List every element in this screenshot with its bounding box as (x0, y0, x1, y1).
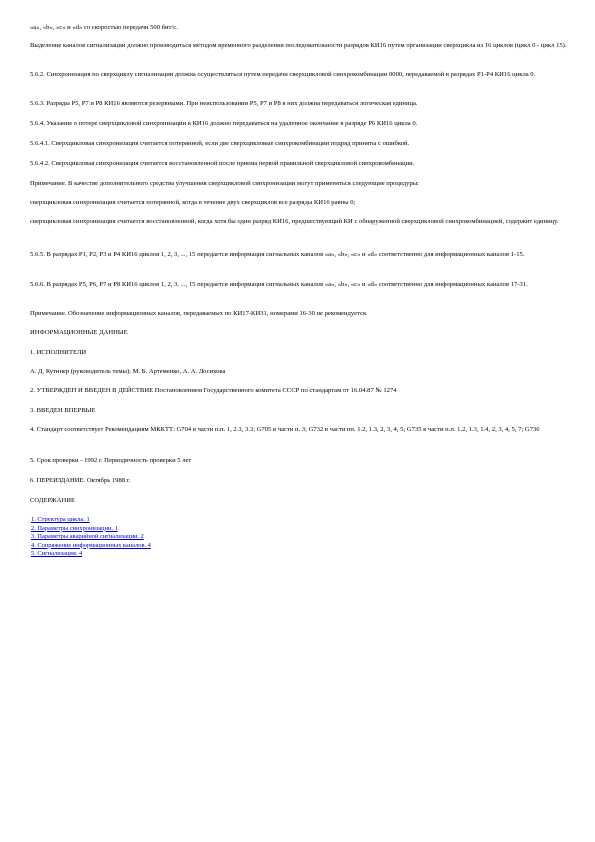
toc-link[interactable]: 2. Параметры синхронизации. 1 (31, 524, 118, 532)
paragraph: 5.6.2. Синхронизация по сверхциклу сигнализации должна осуществляться путем передачи сверхцикловой синхрокомбинации 0000, передаваемой в разрядах Р1-Р4 КИ16 цикла 0. (30, 71, 536, 78)
paragraph: 5.6.4.2. Сверхцикловая синхронизация считается восстановленной после приема первой правильной сверхцикловой синхрокомбинации. (30, 160, 415, 167)
table-of-contents (31, 516, 151, 559)
paragraph: «а», «b», «c» и «d» со скоростью передачи 500 бит/с. (30, 24, 178, 31)
paragraph: 3. ВВЕДЕН ВПЕРВЫЕ (30, 407, 96, 414)
paragraph: сверхцикловая синхронизация считается потерянной, когда в течение двух сверхциклов все разряды КИ16 равны 0; (30, 199, 356, 206)
paragraph: 1. ИСПОЛНИТЕЛИ (30, 349, 87, 356)
paragraph: А. Д. Кутинер (руководитель темы); М. Б. Артеменко, А. А. Лосихова (30, 368, 226, 375)
section-heading: СОДЕРЖАНИЕ (30, 497, 76, 504)
paragraph: 5.6.5. В разрядах Р1, Р2, Р3 и Р4 КИ16 циклов 1, 2, 3, ..., 15 передается информация сигнальных каналов «а», «b», «c» и «d» соответственно для информационных каналов 1-15. (30, 251, 525, 258)
section-heading: ИНФОРМАЦИОННЫЕ ДАННЫЕ (30, 329, 128, 336)
paragraph: 5. Срок проверки - 1992 г. Периодичность проверки 5 лет (30, 457, 192, 464)
paragraph: Выделение каналов сигнализации должно производиться методом временного разделения последовательности разрядов КИ16 путем организации сверхцикла из 16 циклов (цикл 0 - цикл 15). (30, 42, 567, 49)
paragraph: 6. ПЕРЕИЗДАНИЕ. Октябрь 1988 г. (30, 477, 131, 484)
paragraph: 5.6.4.1. Сверхцикловая синхронизация считается потерянной, если две сверхцикловые синхрокомбинации подряд приняты с ошибкой. (30, 140, 410, 147)
paragraph: 5.6.6. В разрядах Р5, Р6, Р7 и Р8 КИ16 циклов 1, 2, 3, ..., 15 передается информация сигнальных каналов «а», «b», «c» и «d» соответственно для информационных каналов 17-31. (30, 281, 528, 288)
paragraph: 5.6.3. Разряды Р5, Р7 и Р8 КИ16 являются резервными. При неиспользовании Р5, Р7 и Р8 в них должна передаваться логическая единица. (30, 100, 418, 107)
paragraph: 4. Стандарт соответствует Рекомендациям МККТТ: G704 в части п.п. 1, 2.3, 3.3; G705 в части п. 3; G732 в части пп. 1.2, 1.3, 2, 3, 4, 5; G735 в части п.п. 1.2, 1.3, 1.4, 2, 3, 4, 5, 7; G736 (30, 426, 540, 433)
toc-link[interactable]: 5. Сигнализация. 4 (31, 550, 83, 558)
toc-link[interactable]: 1. Структура цикла. 1 (31, 516, 90, 523)
note-paragraph: Примечание. В качестве дополнительного средства улучшения сверхцикловой синхронизации могут применяться следующие процедуры: (30, 180, 419, 187)
paragraph: 2. УТВЕРЖДЕН И ВВЕДЕН В ДЕЙСТВИЕ Постановлением Государственного комитета СССР по стандартам от 16.04.87 № 1274 (30, 387, 397, 394)
paragraph: 5.6.4. Указание о потере сверхцикловой синхронизации в КИ16 должно передаваться на удаленное окончание в разряде Р6 КИ16 цикла 0. (30, 120, 418, 127)
note-paragraph: Примечание. Обозначение информационных каналов, передаваемых по КИ17-КИ31, номерами 16-30 не рекомендуется. (30, 310, 368, 317)
toc-link[interactable]: 3. Параметры аварийной сигнализации. 2 (31, 533, 144, 541)
toc-link[interactable]: 4. Сопряжение информационных каналов. 4 (31, 541, 151, 549)
paragraph: сверхцикловая синхронизация считается восстановленной, когда хотя бы один разряд КИ16, предшествующий КИ с обнаруженной сверхцикловой синхрокомбинацией, содержит единицу. (30, 218, 559, 225)
